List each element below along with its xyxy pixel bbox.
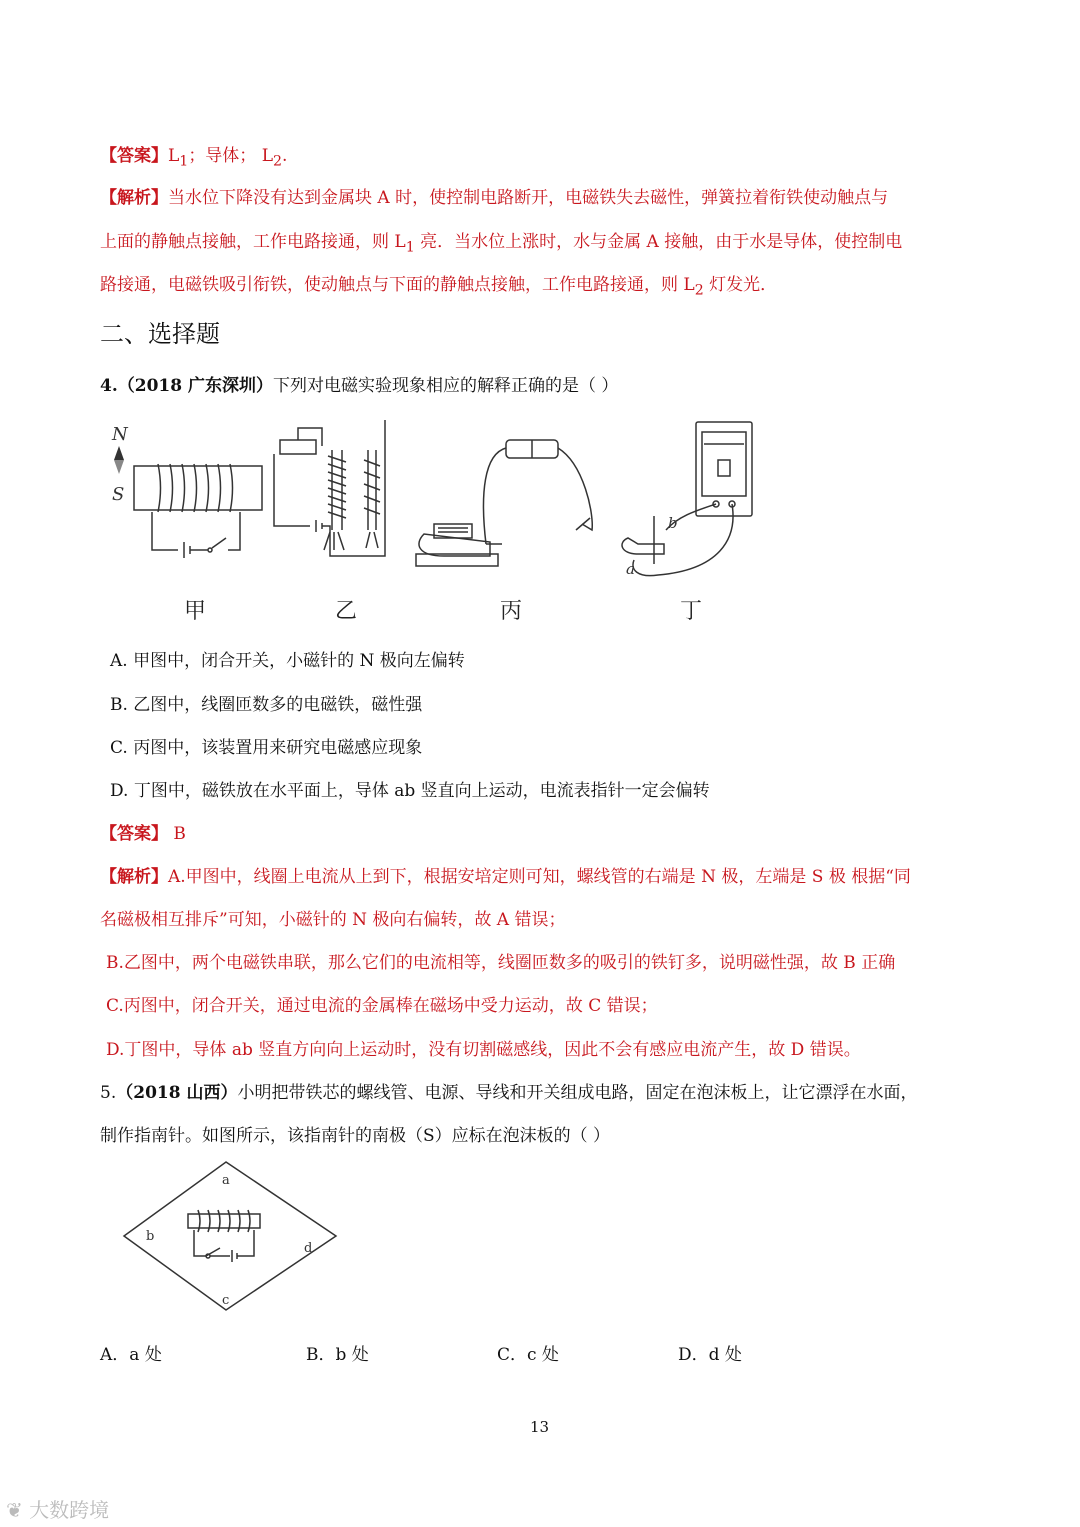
ammeter-markings (704, 444, 744, 476)
analysis-line: 名磁极相互排斥”可知，小磁针的 N 极向右偏转，故 A 错误； (100, 910, 566, 930)
analysis-label: 【解析】 (100, 188, 168, 208)
label-a: a (626, 560, 635, 578)
figure-bing (414, 434, 604, 574)
analysis-line: B.乙图中，两个电磁铁串联，那么它们的电流相等，线圈匝数多的吸引的铁钉多，说明磁性强，故 B 正确 (106, 953, 896, 973)
analysis-text: 亮．当水位上涨时，水与金属 A 接触，由于水是导体，使控制电 (414, 232, 903, 252)
iron-nails (324, 532, 378, 550)
answer-label: 【答案】 (100, 146, 168, 166)
foam-board (124, 1162, 336, 1310)
analysis-line: D.丁图中，导体 ab 竖直方向向上运动时，没有切割磁感线，因此不会有感应电流产生，故 D 错误。 (106, 1040, 861, 1060)
label-b: b (668, 514, 678, 532)
figure-caption-yi: 乙 (335, 599, 358, 624)
figure-jia (108, 420, 268, 560)
analysis-text: 当水位下降没有达到金属块 A 时，使控制电路断开，电磁铁失去磁性，弹簧拉着衔铁使动触点与 (168, 188, 889, 208)
option-c: C. 丙图中，该装置用来研究电磁感应现象 (110, 738, 423, 758)
analysis-subscript: 1 (405, 239, 415, 256)
page-number: 13 (530, 1418, 550, 1436)
watermark-logo-icon: ❦ (6, 1498, 23, 1522)
solenoid-core (134, 466, 262, 510)
option-d: D. 丁图中，磁铁放在水平面上，导体 ab 竖直向上运动，电流表指针一定会偏转 (110, 781, 710, 801)
figure-caption-bing: 丙 (500, 599, 523, 624)
s-pole-label: S (112, 484, 125, 505)
question-4-stem (100, 371, 618, 396)
answer-value: B (168, 824, 186, 844)
label-d: d (304, 1241, 313, 1256)
horseshoe-magnet (622, 538, 664, 554)
question-number: 4. (100, 376, 118, 396)
analysis-subscript: 2 (694, 282, 704, 299)
analysis-line (100, 227, 902, 255)
figure-caption-ding: 丁 (680, 599, 703, 624)
q5-option-a: A．a 处 (100, 1345, 162, 1365)
question-source: （2018 广东深圳） (117, 376, 273, 396)
q5-option-b: B．b 处 (306, 1345, 369, 1365)
analysis-text: A.甲图中，线圈上电流从上到下，根据安培定则可知，螺线管的右端是 N 极，左端是 S 极 根据“同 (168, 867, 911, 887)
ammeter-case (696, 422, 752, 516)
analysis-line (100, 183, 888, 208)
switch-pivot (206, 1254, 210, 1258)
q5-option-d: D．d 处 (678, 1345, 742, 1365)
section-heading: 二、选择题 (100, 320, 220, 348)
solenoid-coils (158, 464, 233, 512)
compass-needle-north (114, 446, 124, 460)
option-a: A. 甲图中，闭合开关，小磁针的 N 极向左偏转 (110, 651, 465, 671)
figure-caption-jia: 甲 (184, 599, 207, 624)
question-text: 下列对电磁实验现象相应的解释正确的是（ ） (272, 376, 619, 396)
analysis-text: 路接通，电磁铁吸引衔铁，使动触点与下面的静触点接触，工作电路接通，则 L (100, 275, 695, 295)
question-5-stem (100, 1078, 917, 1103)
n-pole-label: N (112, 424, 128, 445)
label-c: c (222, 1293, 230, 1308)
analysis-text: 上面的静触点接触，工作电路接通，则 L (100, 232, 406, 252)
answer-text: ；导体； L (188, 146, 274, 166)
circuit-wires (152, 512, 240, 558)
answer-text: . (282, 146, 288, 166)
answer-line (100, 141, 287, 169)
watermark (6, 1494, 109, 1523)
figure-ding (618, 420, 758, 585)
answer-subscript: 2 (273, 153, 283, 170)
ammeter-dial (702, 432, 746, 496)
answer-label: 【答案】 (100, 824, 168, 844)
question-text: 小明把带铁芯的螺线管、电源、导线和开关组成电路，固定在泡沫板上，让它漂浮在水面， (237, 1083, 918, 1103)
circuit-wires (194, 1230, 254, 1262)
electromagnet-coils (328, 456, 380, 518)
question-source: （2018 山西） (116, 1083, 238, 1103)
analysis-line: C.丙图中，闭合开关，通过电流的金属棒在磁场中受力运动，故 C 错误； (106, 996, 658, 1016)
analysis-text: 灯发光． (703, 275, 778, 295)
switch-pivot (208, 548, 212, 552)
analysis-line (100, 270, 777, 298)
figure-yi (270, 420, 400, 565)
option-b: B. 乙图中，线圈匝数多的电磁铁，磁性强 (110, 695, 423, 715)
answer-subscript: 1 (179, 153, 189, 170)
wires (633, 504, 733, 576)
q5-option-c: C．c 处 (497, 1345, 559, 1365)
compass-needle-south (114, 460, 124, 474)
analysis-line (100, 862, 911, 887)
question-number: 5. (100, 1083, 117, 1103)
label-b: b (146, 1229, 155, 1244)
question-5-stem-line-2: 制作指南针。如图所示，该指南针的南极（S）应标在泡沫板的（ ） (100, 1126, 611, 1146)
label-a: a (222, 1173, 230, 1188)
answer-text: L (168, 146, 180, 166)
figure-compass-board (122, 1160, 342, 1312)
answer-line (100, 819, 186, 844)
analysis-label: 【解析】 (100, 867, 168, 887)
watermark-text: 大数跨境 (29, 1498, 110, 1522)
rheostat (280, 440, 316, 454)
